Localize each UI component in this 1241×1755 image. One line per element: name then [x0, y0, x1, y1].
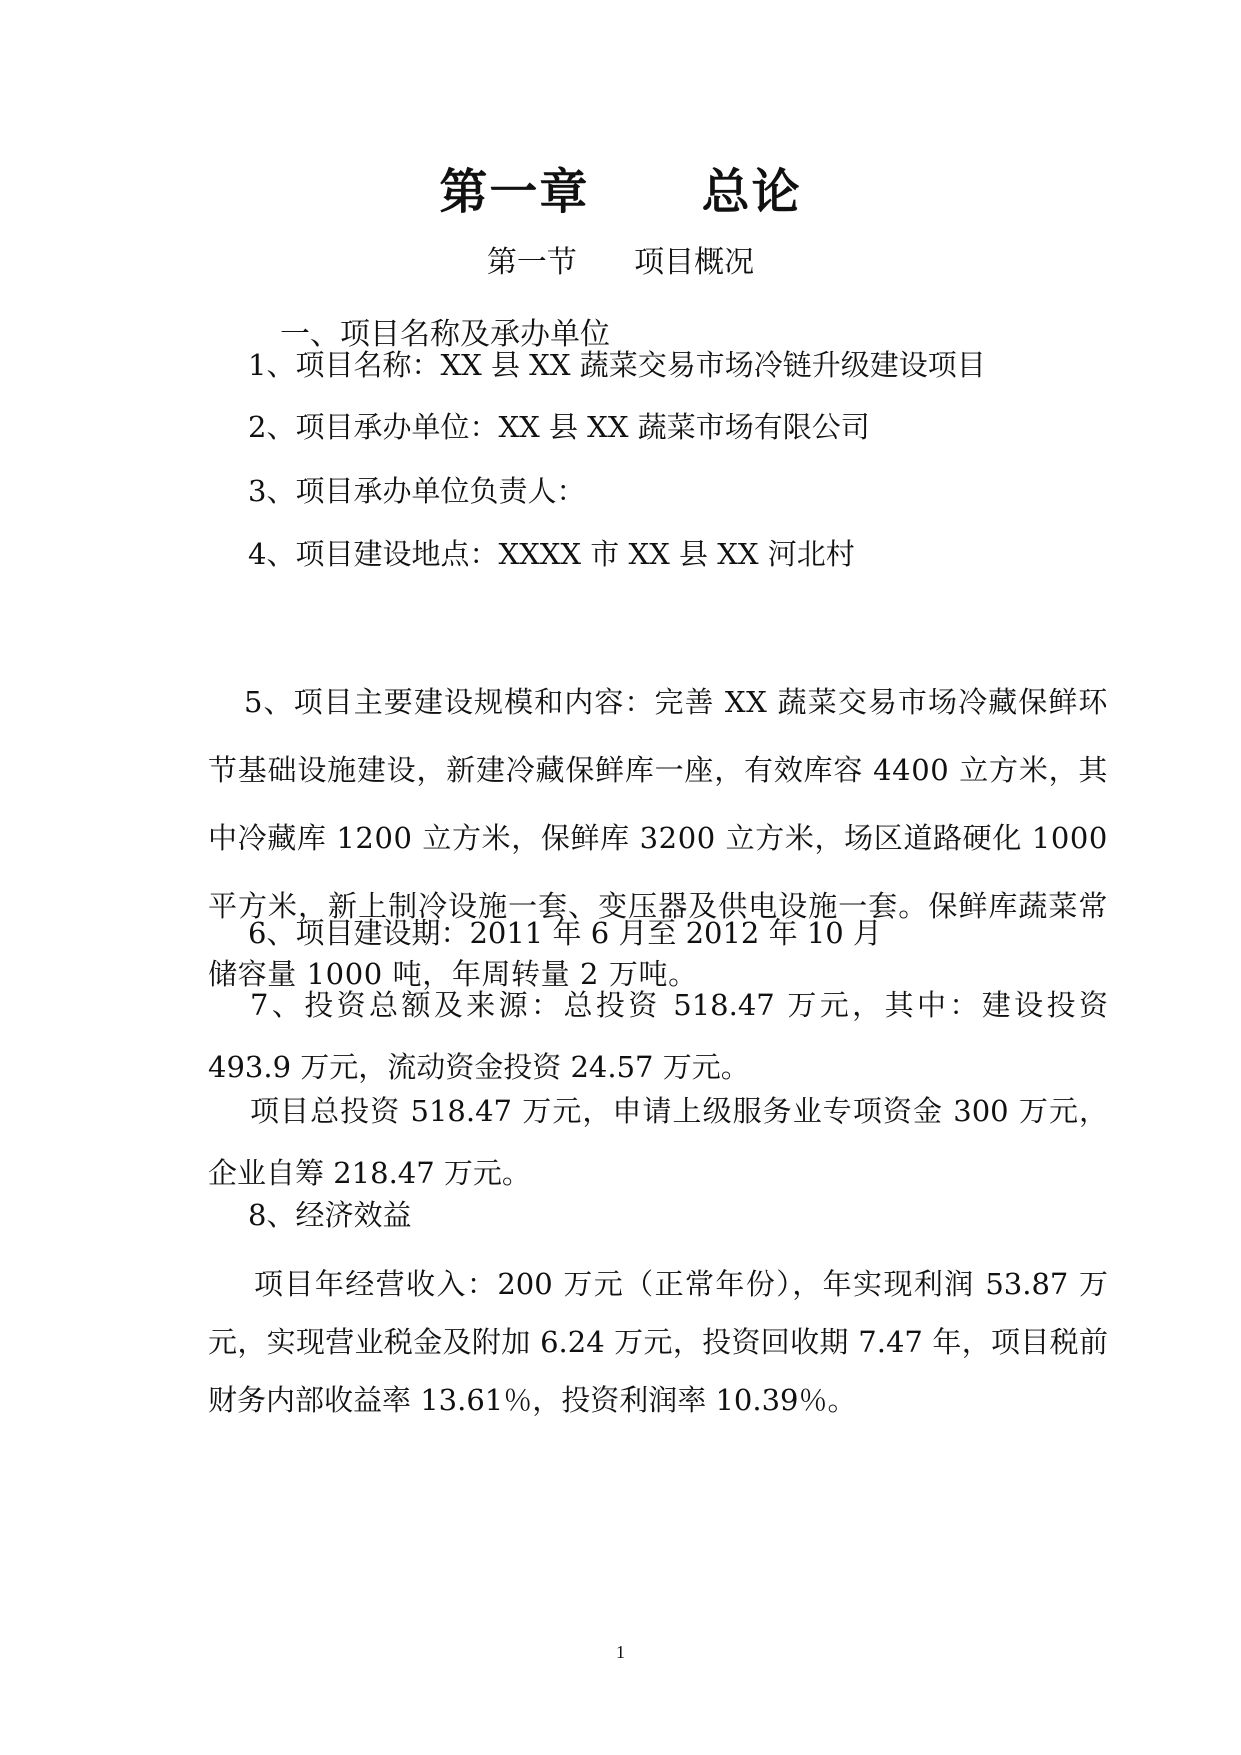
investment-source-paragraph: 项目总投资 518.47 万元，申请上级服务业专项资金 300 万元，企业自筹 218.47 万元。: [208, 1094, 1108, 1190]
economic-benefit-paragraph: 项目年经营收入：200 万元（正常年份），年实现利润 53.87 万元，实现营业税金及附加 6.24 万元，投资回收期 7.47 年，项目税前财务内部收益率 13.61％，投资利润率 10.39％。: [208, 1267, 1108, 1417]
page-number: 1: [616, 1642, 625, 1662]
item-economic-benefit: 8、经济效益: [248, 1198, 412, 1232]
chapter-title: 第一章 总论: [439, 164, 802, 220]
item-unit-leader: 3、项目承办单位负责人：: [248, 474, 586, 508]
item-construction-period: 6、项目建设期：2011 年 6 月至 2012 年 10 月: [248, 916, 882, 950]
section-title: 第一节 项目概况: [486, 245, 755, 280]
item-investment-total: 7、投资总额及来源：总投资 518.47 万元，其中：建设投资 493.9 万元，流动资金投资 24.57 万元。: [208, 988, 1108, 1084]
item-construction-location: 4、项目建设地点：XXXX 市 XX 县 XX 河北村: [248, 537, 855, 571]
section-heading: 一、项目名称及承办单位: [280, 317, 610, 352]
item-construction-scale: 5、项目主要建设规模和内容：完善 XX 蔬菜交易市场冷藏保鲜环节基础设施建设，新建冷藏保鲜库一座，有效库容 4400 立方米，其中冷藏库 1200 立方米，保鲜库 3200 立方米，场区道路硬化 1000 平方米，新上制冷设施一套、变压器及供电设施一套。保鲜库蔬菜常储容量 1000 吨，年周转量 2 万吨。: [208, 685, 1108, 991]
item-project-name: 1、项目名称：XX 县 XX 蔬菜交易市场冷链升级建设项目: [248, 348, 986, 382]
item-undertaking-unit: 2、项目承办单位：XX 县 XX 蔬菜市场有限公司: [248, 410, 870, 444]
